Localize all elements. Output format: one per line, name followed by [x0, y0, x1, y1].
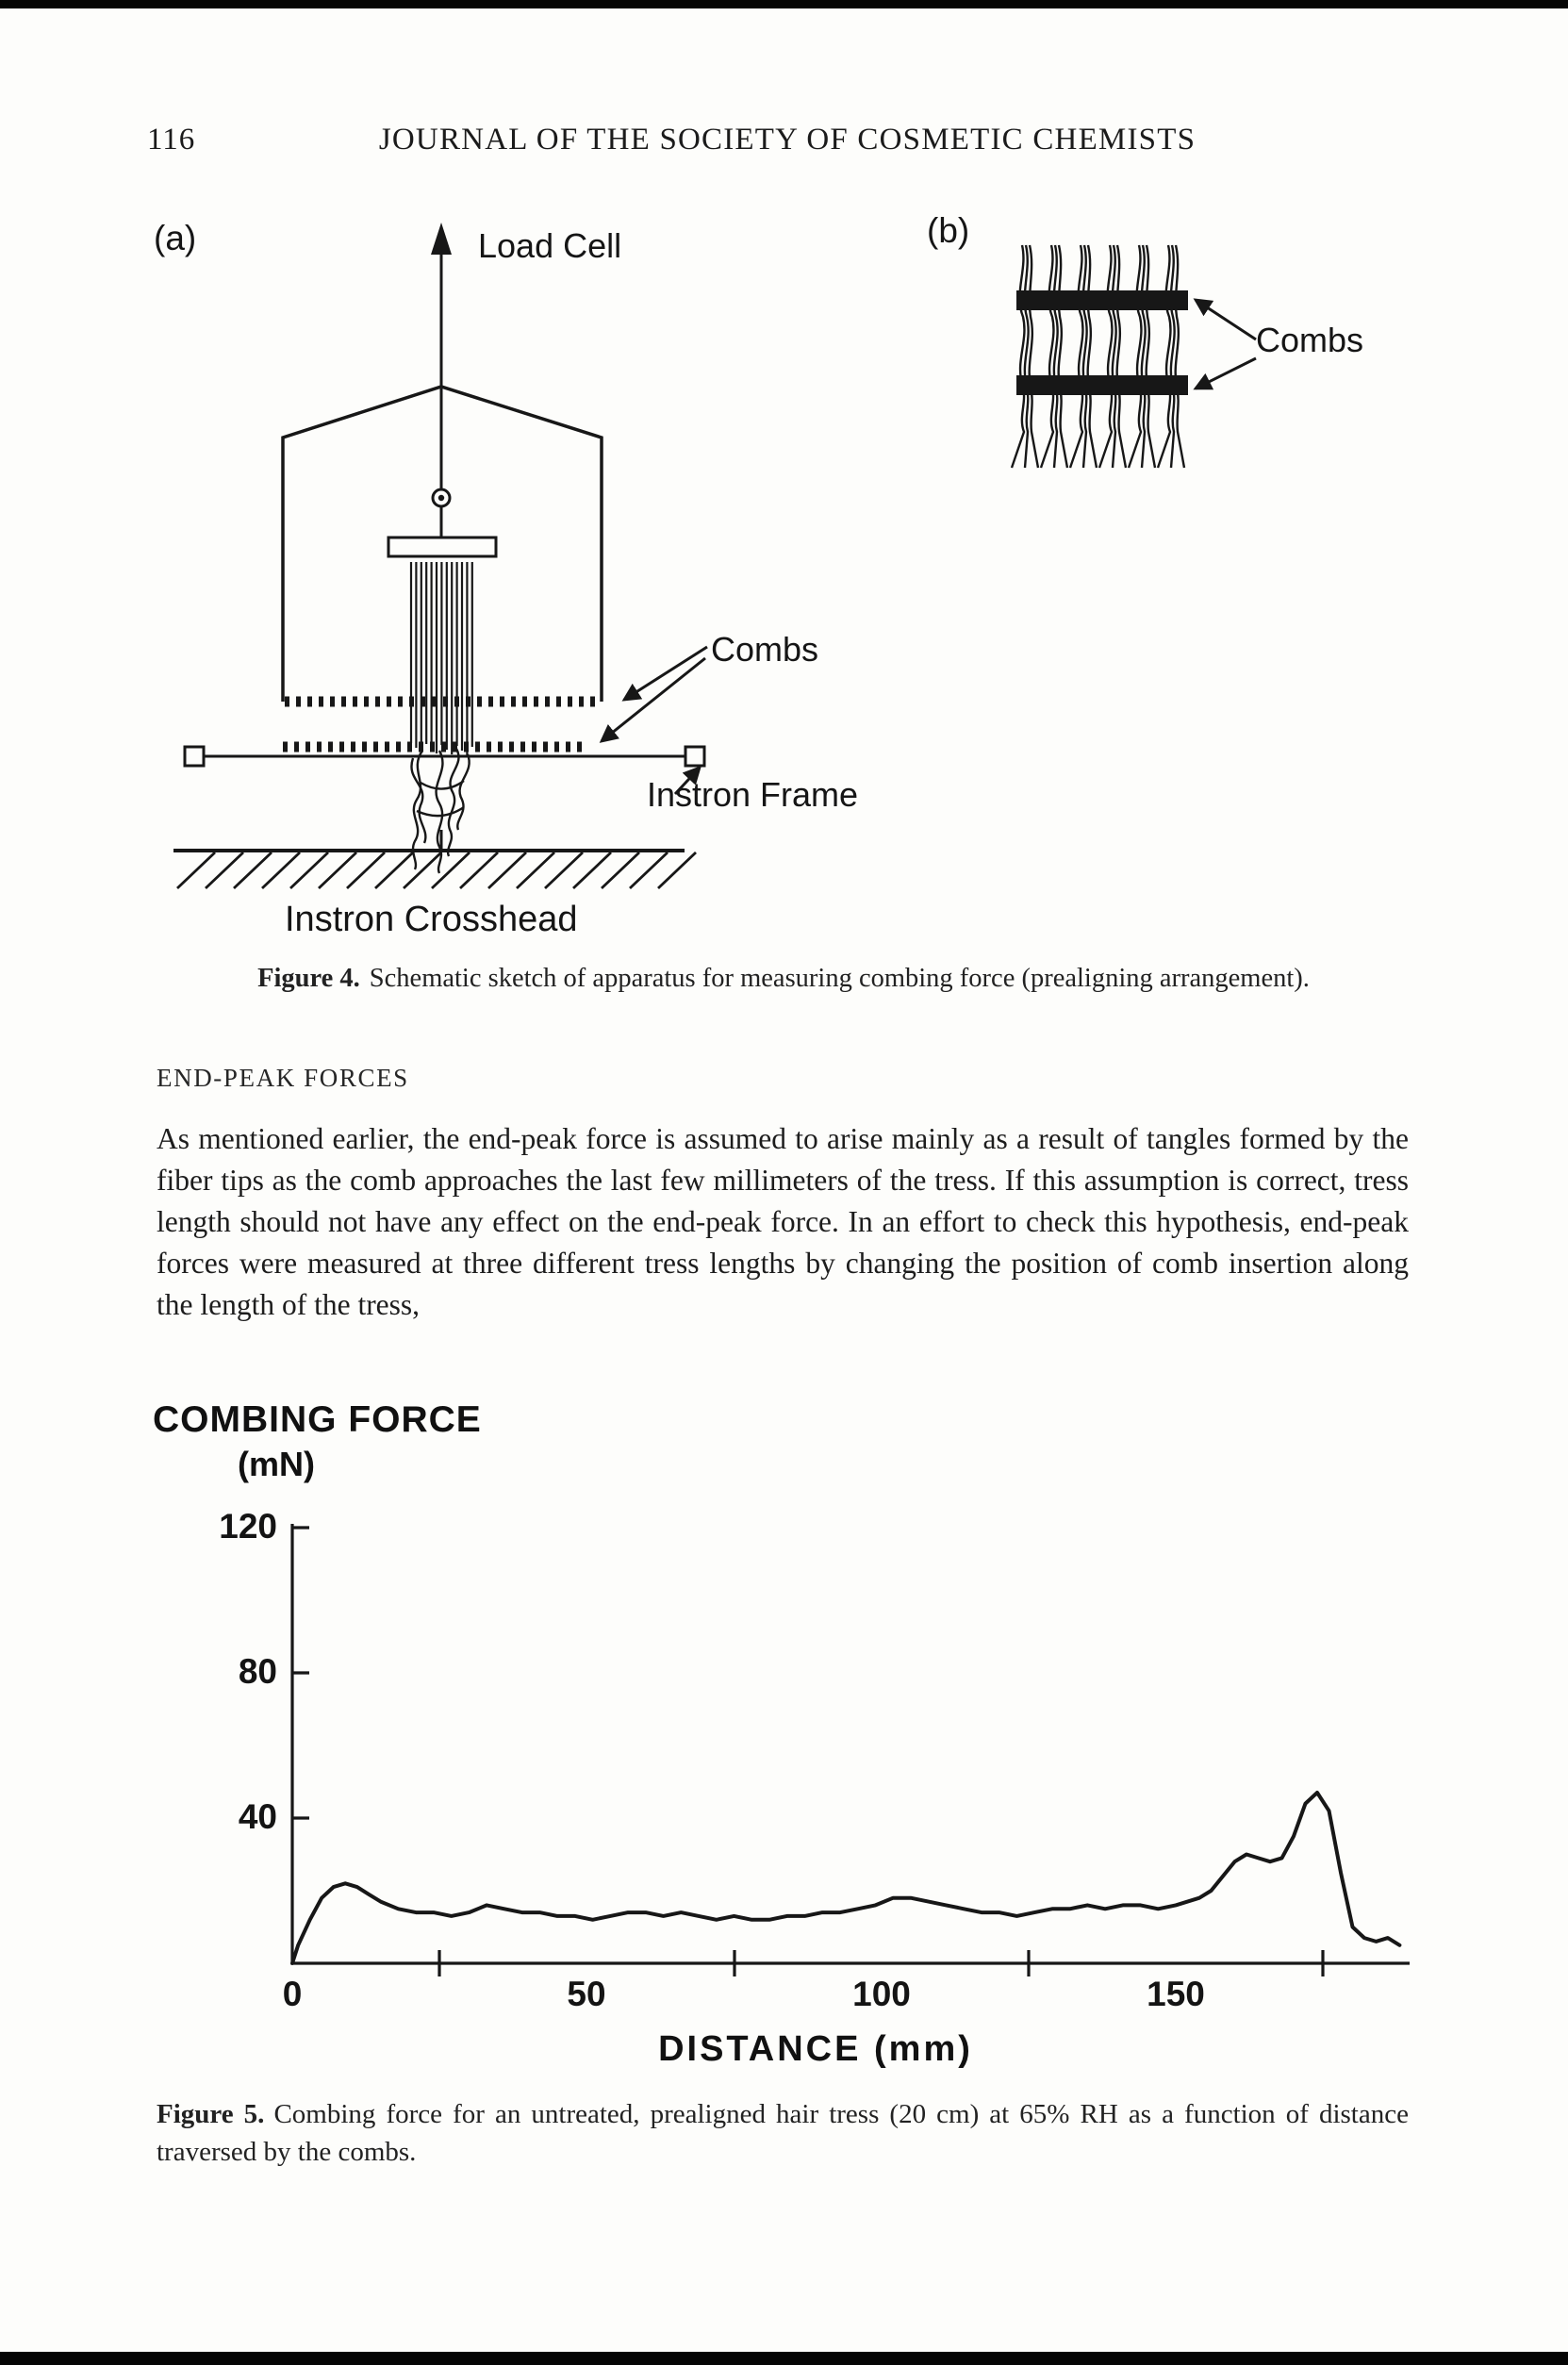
tress-clamp — [388, 389, 496, 556]
instron-frame-label: Instron Frame — [647, 775, 859, 814]
chart-title: COMBING FORCE — [153, 1399, 482, 1440]
scan-edge-bottom — [0, 2352, 1568, 2365]
combs-pointer-arrows-a — [602, 647, 707, 741]
x-tick-150: 150 — [1147, 1975, 1205, 2013]
load-cell-label: Load Cell — [478, 226, 622, 265]
comb-bar-top-b — [1016, 290, 1188, 310]
body-paragraph: As mentioned earlier, the end-peak force is assumed to arise mainly as a result of tangles formed by the fiber tips as the comb approaches the last few millimeters of the tress. If this assumption is correct, tress length should not have any effect on the end-peak force. In an effort to check this hypothesis, end-peak forces were measured at three different tress lengths by changing the position of comb insertion along the length of the tress, — [157, 1122, 1409, 1321]
instron-crosshead-label: Instron Crosshead — [285, 900, 578, 939]
section-heading: END-PEAK FORCES — [157, 1064, 409, 1092]
load-cell-arrow — [431, 223, 452, 387]
figure5-caption — [157, 2095, 1409, 2171]
x-tick-100: 100 — [852, 1975, 911, 2013]
panel-b-label: (b) — [927, 211, 970, 250]
panel-a-label: (a) — [154, 219, 197, 257]
combs-label-b: Combs — [1256, 321, 1364, 359]
hair-tress-fibers — [411, 562, 472, 755]
scan-edge-top — [0, 0, 1568, 8]
y-tick-120: 120 — [219, 1507, 277, 1546]
chart-y-unit: (mN) — [238, 1445, 315, 1483]
figure5-caption-text: Combing force for an untreated, prealigned hair tress (20 cm) at 65% RH as a function of distance traversed by the combs. — [157, 2099, 1409, 2167]
combing-force-trace — [292, 1793, 1399, 1963]
hair-strands-b — [1012, 245, 1184, 468]
figure4-caption — [157, 960, 1411, 997]
combs-label-a: Combs — [711, 630, 819, 669]
y-tick-80: 80 — [238, 1652, 277, 1691]
figure4-caption-tag: Figure 4. — [257, 964, 360, 993]
combs-pointer-arrows-b — [1196, 300, 1256, 389]
figure4-caption-text: Schematic sketch of apparatus for measuring combing force (prealigning arrangement). — [369, 964, 1310, 993]
chart-x-label: DISTANCE (mm) — [658, 2029, 973, 2069]
x-tick-0: 0 — [282, 1975, 303, 2013]
figure5-caption-tag: Figure 5. — [157, 2099, 265, 2129]
page-number: 116 — [147, 123, 196, 157]
comb-bar-bottom-b — [1016, 375, 1188, 395]
combing-force-chart — [245, 1471, 1433, 1999]
y-tick-40: 40 — [238, 1797, 277, 1836]
running-head: JOURNAL OF THE SOCIETY OF COSMETIC CHEMISTS — [378, 123, 1197, 157]
x-tick-50: 50 — [567, 1975, 606, 2013]
ground-hatching — [177, 852, 696, 888]
